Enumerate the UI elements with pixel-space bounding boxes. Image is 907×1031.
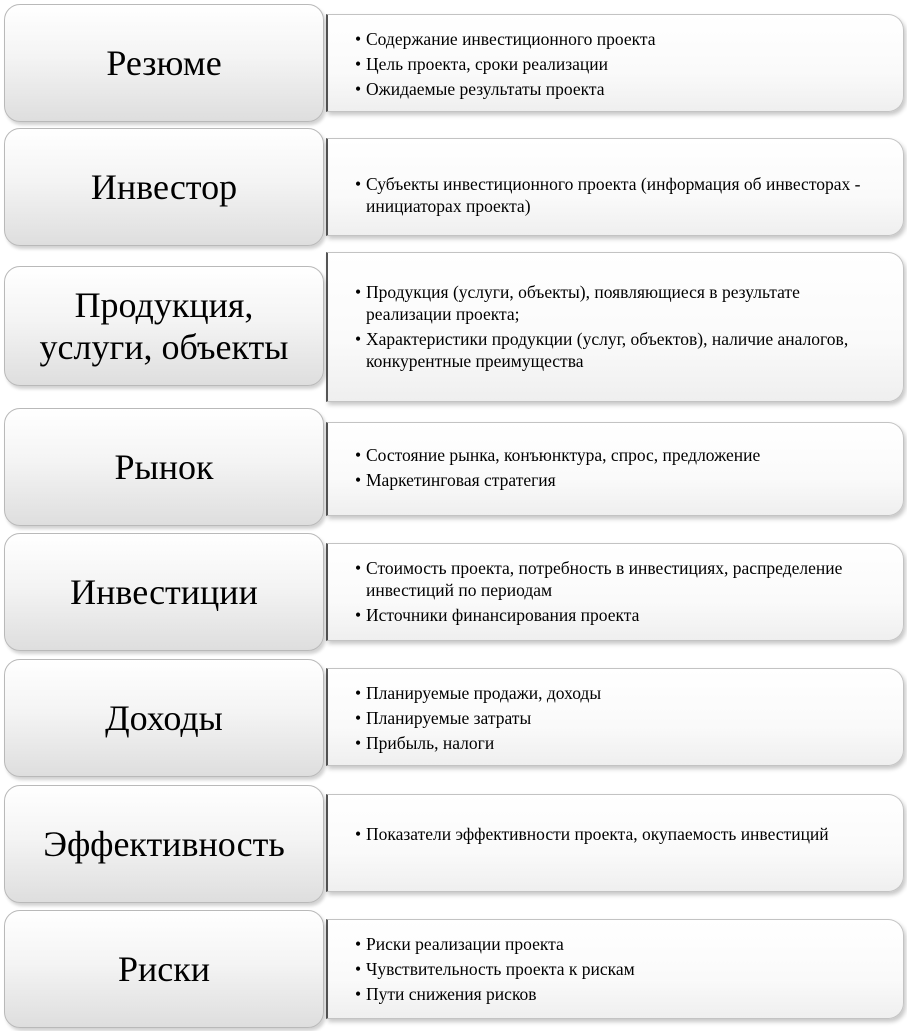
section-title-box	[4, 4, 324, 122]
bullet-item: • Риски реализации проекта	[366, 933, 889, 955]
section-title-box	[4, 659, 324, 777]
bullet-item: • Ожидаемые результаты проекта	[366, 78, 889, 100]
bullet-list	[366, 281, 889, 372]
section-title: Доходы	[105, 698, 223, 738]
section-title: Резюме	[106, 43, 222, 83]
bullet-item: • Источники финансирования проекта	[366, 604, 889, 626]
section-row-investments	[0, 533, 907, 651]
section-row-efficiency	[0, 785, 907, 903]
bullet-list	[366, 933, 889, 1005]
section-details-box	[326, 252, 904, 402]
section-details-box	[326, 668, 904, 766]
section-details-box	[326, 138, 904, 236]
section-title: Эффективность	[43, 824, 285, 864]
bullet-list	[366, 823, 889, 845]
bullet-list	[366, 557, 889, 626]
bullet-item: • Стоимость проекта, потребность в инвестициях, распределение инвестиций по периодам	[366, 557, 889, 601]
section-row-risks	[0, 910, 907, 1028]
bullet-list	[366, 444, 889, 491]
bullet-list	[366, 682, 889, 754]
bullet-item: • Планируемые затраты	[366, 707, 889, 729]
bullet-list	[366, 28, 889, 100]
section-title: Инвестор	[90, 167, 238, 207]
bullet-item: • Маркетинговая стратегия	[366, 469, 889, 491]
section-title-box	[4, 128, 324, 246]
section-details-box	[326, 422, 904, 516]
section-title-box	[4, 266, 324, 386]
section-title: Продукция, услуги, объекты	[39, 285, 289, 367]
bullet-item: • Прибыль, налоги	[366, 732, 889, 754]
bullet-item: • Чувствительность проекта к рискам	[366, 958, 889, 980]
section-row-market	[0, 408, 907, 526]
bullet-item: • Субъекты инвестиционного проекта (информация об инвесторах - инициаторах проекта)	[366, 173, 889, 217]
bullet-item: • Пути снижения рисков	[366, 983, 889, 1005]
section-title-box	[4, 408, 324, 526]
bullet-item: • Состояние рынка, конъюнктура, спрос, предложение	[366, 444, 889, 466]
section-row-investor	[0, 128, 907, 246]
bullet-item: • Продукция (услуги, объекты), появляющиеся в результате реализации проекта;	[366, 281, 889, 325]
section-title-box	[4, 910, 324, 1028]
section-details-box	[326, 794, 904, 892]
section-row-products	[0, 266, 907, 386]
section-title-box	[4, 533, 324, 651]
bullet-item: • Цель проекта, сроки реализации	[366, 53, 889, 75]
section-row-summary	[0, 4, 907, 122]
section-title: Рынок	[114, 447, 214, 487]
section-title-box	[4, 785, 324, 903]
section-title: Риски	[117, 949, 211, 989]
bullet-item: • Показатели эффективности проекта, окупаемость инвестиций	[366, 823, 889, 845]
section-row-income	[0, 659, 907, 777]
bullet-item: • Характеристики продукции (услуг, объектов), наличие аналогов, конкурентные преимущества	[366, 328, 889, 372]
section-details-box	[326, 543, 904, 641]
bullet-item: • Содержание инвестиционного проекта	[366, 28, 889, 50]
bullet-item: • Планируемые продажи, доходы	[366, 682, 889, 704]
bullet-list	[366, 173, 889, 217]
section-details-box	[326, 14, 904, 112]
section-details-box	[326, 919, 904, 1019]
section-title: Инвестиции	[70, 572, 258, 612]
